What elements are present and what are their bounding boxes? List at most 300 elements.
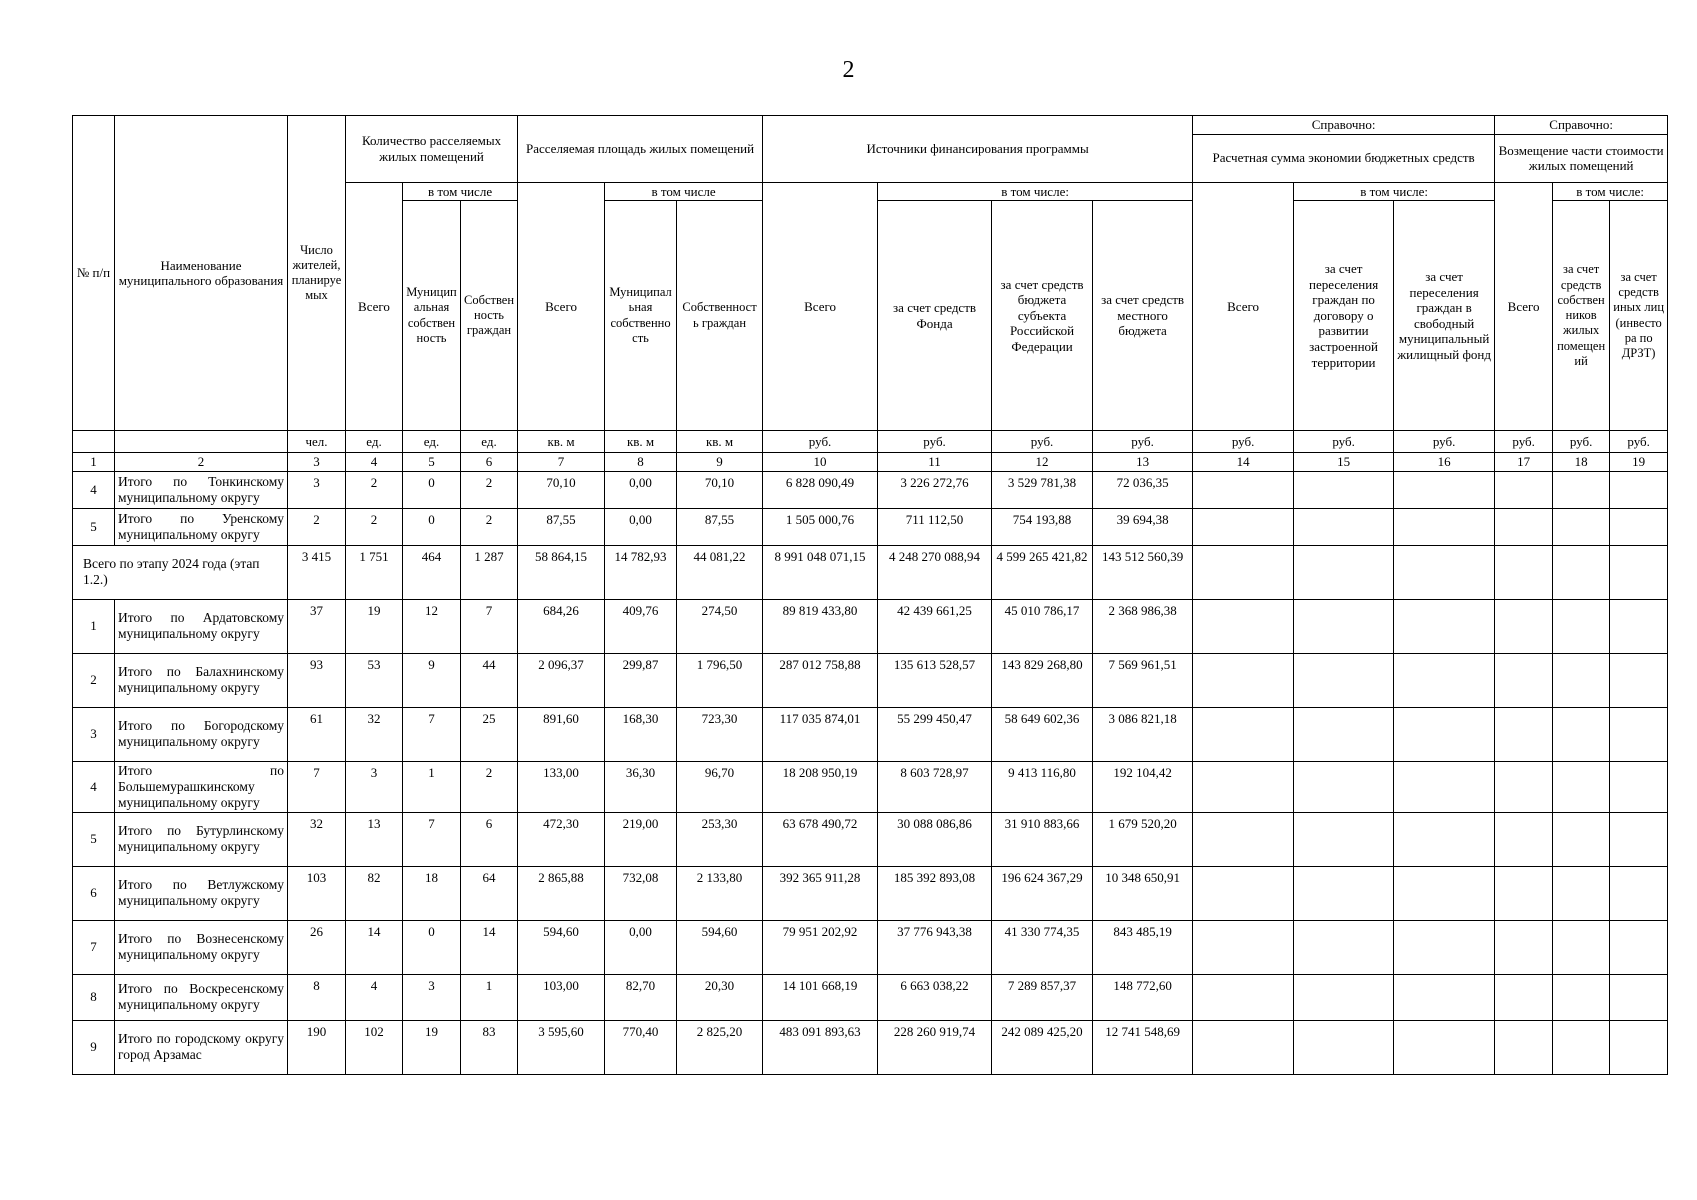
cell-rooms-own: 1 — [461, 974, 518, 1020]
cell-people: 3 415 — [288, 545, 346, 599]
header-fin-including: в том числе: — [878, 182, 1193, 201]
cell-fin-subject: 45 010 786,17 — [992, 599, 1093, 653]
cell-people: 26 — [288, 920, 346, 974]
municipality-name: Итого по Воскресенскому муниципальному округу — [115, 974, 288, 1020]
unit-cell: руб. — [1495, 431, 1553, 453]
unit-cell: руб. — [1093, 431, 1193, 453]
empty-reference-cell — [1553, 1020, 1610, 1074]
header-rooms-including: в том числе — [403, 182, 518, 201]
header-rooms-private: Собственность граждан — [461, 201, 518, 431]
row-number: 1 — [73, 599, 115, 653]
empty-reference-cell — [1193, 866, 1294, 920]
empty-reference-cell — [1193, 1020, 1294, 1074]
units-row — [73, 431, 1668, 453]
cell-rooms-total: 53 — [346, 653, 403, 707]
empty-reference-cell — [1553, 707, 1610, 761]
header-econ-total: Всего — [1193, 182, 1294, 431]
cell-rooms-mun: 19 — [403, 1020, 461, 1074]
empty-reference-cell — [1495, 599, 1553, 653]
column-numbers-row — [73, 453, 1668, 472]
cell-rooms-total: 4 — [346, 974, 403, 1020]
cell-area-total: 87,55 — [518, 508, 605, 545]
cell-area-own: 1 796,50 — [677, 653, 763, 707]
empty-reference-cell — [1495, 508, 1553, 545]
header-fund: за счет средств Фонда — [878, 201, 992, 431]
cell-rooms-mun: 9 — [403, 653, 461, 707]
empty-reference-cell — [1495, 545, 1553, 599]
cell-fin-fund: 3 226 272,76 — [878, 471, 992, 508]
cell-rooms-mun: 1 — [403, 761, 461, 812]
municipality-name: Итого по Балахнинскому муниципальному округу — [115, 653, 288, 707]
column-number: 11 — [878, 453, 992, 472]
municipality-name: Итого по Большемурашкинскому муниципальному округу — [115, 761, 288, 812]
header-comp-including: в том числе: — [1553, 182, 1668, 201]
header-subject-budget: за счет средств бюджета субъекта Российской Федерации — [992, 201, 1093, 431]
empty-reference-cell — [1193, 653, 1294, 707]
cell-rooms-total: 3 — [346, 761, 403, 812]
cell-area-own: 274,50 — [677, 599, 763, 653]
page-number: 2 — [842, 57, 855, 83]
empty-reference-cell — [1610, 974, 1668, 1020]
empty-reference-cell — [1495, 974, 1553, 1020]
table-row — [73, 599, 1668, 653]
cell-area-mun: 0,00 — [605, 920, 677, 974]
column-number: 9 — [677, 453, 763, 472]
empty-reference-cell — [1495, 1020, 1553, 1074]
municipality-name: Итого по Ардатовскому муниципальному округу — [115, 599, 288, 653]
empty-reference-cell — [1394, 761, 1495, 812]
empty-reference-cell — [1193, 974, 1294, 1020]
header-budget-savings: Расчетная сумма экономии бюджетных средств — [1193, 134, 1495, 182]
cell-rooms-total: 13 — [346, 812, 403, 866]
cell-rooms-total: 2 — [346, 471, 403, 508]
cell-area-mun: 0,00 — [605, 471, 677, 508]
unit-cell: кв. м — [677, 431, 763, 453]
cell-area-mun: 168,30 — [605, 707, 677, 761]
table-row — [73, 920, 1668, 974]
empty-reference-cell — [1495, 761, 1553, 812]
empty-reference-cell — [1193, 761, 1294, 812]
cell-fin-subject: 31 910 883,66 — [992, 812, 1093, 866]
column-number: 12 — [992, 453, 1093, 472]
unit-cell: руб. — [878, 431, 992, 453]
cell-rooms-mun: 3 — [403, 974, 461, 1020]
empty-reference-cell — [1394, 812, 1495, 866]
empty-reference-cell — [1553, 545, 1610, 599]
cell-fin-total: 1 505 000,76 — [763, 508, 878, 545]
empty-reference-cell — [1294, 471, 1394, 508]
row-number: 9 — [73, 1020, 115, 1074]
header-comp-owners: за счет средств собственников жилых помещений — [1553, 201, 1610, 431]
cell-people: 7 — [288, 761, 346, 812]
empty-reference-cell — [1610, 920, 1668, 974]
cell-area-total: 684,26 — [518, 599, 605, 653]
unit-cell: кв. м — [605, 431, 677, 453]
cell-area-total: 58 864,15 — [518, 545, 605, 599]
header-rooms-municipal: Муниципальная собственность — [403, 201, 461, 431]
unit-cell: ед. — [461, 431, 518, 453]
unit-cell: ед. — [346, 431, 403, 453]
table-row — [73, 508, 1668, 545]
row-number: 5 — [73, 812, 115, 866]
cell-fin-fund: 4 248 270 088,94 — [878, 545, 992, 599]
cell-fin-local: 1 679 520,20 — [1093, 812, 1193, 866]
table-row — [73, 866, 1668, 920]
header-municipality: Наименование муниципального образования — [115, 116, 288, 431]
cell-rooms-mun: 12 — [403, 599, 461, 653]
column-number: 19 — [1610, 453, 1668, 472]
cell-area-own: 44 081,22 — [677, 545, 763, 599]
cell-people: 190 — [288, 1020, 346, 1074]
column-number: 10 — [763, 453, 878, 472]
empty-reference-cell — [1394, 471, 1495, 508]
empty-reference-cell — [1294, 812, 1394, 866]
cell-area-own: 253,30 — [677, 812, 763, 866]
cell-rooms-own: 1 287 — [461, 545, 518, 599]
empty-reference-cell — [1495, 812, 1553, 866]
cell-area-own: 2 133,80 — [677, 866, 763, 920]
row-number: 4 — [73, 761, 115, 812]
cell-rooms-total: 14 — [346, 920, 403, 974]
empty-reference-cell — [1553, 866, 1610, 920]
empty-reference-cell — [1610, 1020, 1668, 1074]
empty-reference-cell — [1610, 866, 1668, 920]
empty-reference-cell — [1394, 1020, 1495, 1074]
column-number: 14 — [1193, 453, 1294, 472]
unit-cell: руб. — [1553, 431, 1610, 453]
cell-fin-subject: 242 089 425,20 — [992, 1020, 1093, 1074]
cell-fin-fund: 6 663 038,22 — [878, 974, 992, 1020]
cell-fin-local: 148 772,60 — [1093, 974, 1193, 1020]
empty-reference-cell — [1610, 707, 1668, 761]
cell-area-mun: 299,87 — [605, 653, 677, 707]
empty-reference-cell — [1294, 545, 1394, 599]
empty-reference-cell — [1495, 707, 1553, 761]
cell-fin-fund: 8 603 728,97 — [878, 761, 992, 812]
empty-reference-cell — [1610, 761, 1668, 812]
stage-total-row — [73, 545, 1668, 599]
row-number: 6 — [73, 866, 115, 920]
table-row — [73, 471, 1668, 508]
cell-fin-local: 12 741 548,69 — [1093, 1020, 1193, 1074]
cell-fin-subject: 196 624 367,29 — [992, 866, 1093, 920]
cell-rooms-total: 82 — [346, 866, 403, 920]
cell-area-mun: 770,40 — [605, 1020, 677, 1074]
header-area-including: в том числе — [605, 182, 763, 201]
cell-fin-fund: 30 088 086,86 — [878, 812, 992, 866]
column-number: 1 — [73, 453, 115, 472]
cell-area-own: 20,30 — [677, 974, 763, 1020]
cell-fin-subject: 58 649 602,36 — [992, 707, 1093, 761]
header-comp-total: Всего — [1495, 182, 1553, 431]
cell-fin-subject: 41 330 774,35 — [992, 920, 1093, 974]
cell-people: 93 — [288, 653, 346, 707]
cell-fin-total: 89 819 433,80 — [763, 599, 878, 653]
column-number: 16 — [1394, 453, 1495, 472]
column-number: 15 — [1294, 453, 1394, 472]
cell-area-total: 891,60 — [518, 707, 605, 761]
cell-fin-fund: 135 613 528,57 — [878, 653, 992, 707]
column-number: 5 — [403, 453, 461, 472]
cell-fin-total: 117 035 874,01 — [763, 707, 878, 761]
column-number: 4 — [346, 453, 403, 472]
empty-reference-cell — [1193, 471, 1294, 508]
cell-fin-total: 287 012 758,88 — [763, 653, 878, 707]
unit-cell: руб. — [1394, 431, 1495, 453]
cell-fin-subject: 3 529 781,38 — [992, 471, 1093, 508]
cell-area-mun: 36,30 — [605, 761, 677, 812]
cell-people: 8 — [288, 974, 346, 1020]
empty-reference-cell — [1394, 653, 1495, 707]
empty-reference-cell — [1553, 508, 1610, 545]
cell-rooms-total: 2 — [346, 508, 403, 545]
table-row — [73, 761, 1668, 812]
cell-area-own: 87,55 — [677, 508, 763, 545]
cell-area-own: 594,60 — [677, 920, 763, 974]
cell-fin-local: 2 368 986,38 — [1093, 599, 1193, 653]
cell-area-mun: 0,00 — [605, 508, 677, 545]
cell-area-total: 2 865,88 — [518, 866, 605, 920]
empty-reference-cell — [1294, 920, 1394, 974]
empty-reference-cell — [1394, 707, 1495, 761]
empty-reference-cell — [1610, 471, 1668, 508]
table-row — [73, 707, 1668, 761]
header-area: Расселяемая площадь жилых помещений — [518, 116, 763, 183]
empty-reference-cell — [1610, 812, 1668, 866]
empty-reference-cell — [1610, 545, 1668, 599]
row-number: 4 — [73, 471, 115, 508]
header-econ-free-fund: за счет переселения граждан в свободный муниципальный жилищный фонд — [1394, 201, 1495, 431]
empty-reference-cell — [1553, 599, 1610, 653]
cell-fin-total: 18 208 950,19 — [763, 761, 878, 812]
empty-reference-cell — [1553, 974, 1610, 1020]
cell-rooms-mun: 0 — [403, 471, 461, 508]
table-header — [73, 116, 1668, 472]
header-rooms-count: Количество расселяемых жилых помещений — [346, 116, 518, 183]
municipality-name: Итого по городскому округу город Арзамас — [115, 1020, 288, 1074]
cell-people: 103 — [288, 866, 346, 920]
column-number: 13 — [1093, 453, 1193, 472]
cell-fin-total: 6 828 090,49 — [763, 471, 878, 508]
table-row — [73, 1020, 1668, 1074]
cell-rooms-mun: 7 — [403, 812, 461, 866]
cell-fin-subject: 4 599 265 421,82 — [992, 545, 1093, 599]
unit-cell: руб. — [1610, 431, 1668, 453]
empty-reference-cell — [1294, 508, 1394, 545]
empty-reference-cell — [1394, 866, 1495, 920]
cell-fin-total: 392 365 911,28 — [763, 866, 878, 920]
cell-rooms-mun: 0 — [403, 920, 461, 974]
cell-area-total: 472,30 — [518, 812, 605, 866]
column-number: 7 — [518, 453, 605, 472]
empty-reference-cell — [1394, 599, 1495, 653]
empty-reference-cell — [1294, 653, 1394, 707]
header-reference-1: Справочно: — [1193, 116, 1495, 135]
column-number: 18 — [1553, 453, 1610, 472]
empty-reference-cell — [1294, 866, 1394, 920]
empty-reference-cell — [1495, 471, 1553, 508]
empty-reference-cell — [1294, 761, 1394, 812]
cell-rooms-own: 2 — [461, 471, 518, 508]
empty-reference-cell — [1553, 653, 1610, 707]
table-row — [73, 653, 1668, 707]
empty-reference-cell — [1553, 812, 1610, 866]
empty-reference-cell — [1193, 599, 1294, 653]
empty-reference-cell — [1294, 974, 1394, 1020]
table-row — [73, 974, 1668, 1020]
cell-fin-local: 10 348 650,91 — [1093, 866, 1193, 920]
cell-area-mun: 82,70 — [605, 974, 677, 1020]
cell-fin-total: 79 951 202,92 — [763, 920, 878, 974]
cell-rooms-mun: 0 — [403, 508, 461, 545]
empty-reference-cell — [1394, 508, 1495, 545]
table-row — [73, 812, 1668, 866]
empty-reference-cell — [1553, 471, 1610, 508]
cell-rooms-own: 7 — [461, 599, 518, 653]
unit-cell: руб. — [763, 431, 878, 453]
cell-area-mun: 409,76 — [605, 599, 677, 653]
cell-fin-local: 7 569 961,51 — [1093, 653, 1193, 707]
cell-rooms-mun: 18 — [403, 866, 461, 920]
cell-fin-local: 143 512 560,39 — [1093, 545, 1193, 599]
cell-fin-local: 3 086 821,18 — [1093, 707, 1193, 761]
cell-fin-fund: 711 112,50 — [878, 508, 992, 545]
empty-reference-cell — [1294, 599, 1394, 653]
header-cost-compensation: Возмещение части стоимости жилых помещений — [1495, 134, 1668, 182]
cell-fin-local: 39 694,38 — [1093, 508, 1193, 545]
cell-fin-total: 8 991 048 071,15 — [763, 545, 878, 599]
cell-area-total: 2 096,37 — [518, 653, 605, 707]
cell-rooms-own: 44 — [461, 653, 518, 707]
cell-fin-subject: 7 289 857,37 — [992, 974, 1093, 1020]
cell-area-own: 96,70 — [677, 761, 763, 812]
cell-area-total: 3 595,60 — [518, 1020, 605, 1074]
empty-reference-cell — [1193, 545, 1294, 599]
row-number: 8 — [73, 974, 115, 1020]
column-number: 3 — [288, 453, 346, 472]
cell-rooms-mun: 7 — [403, 707, 461, 761]
unit-cell: руб. — [992, 431, 1093, 453]
cell-rooms-total: 1 751 — [346, 545, 403, 599]
cell-area-own: 2 825,20 — [677, 1020, 763, 1074]
cell-area-total: 70,10 — [518, 471, 605, 508]
cell-people: 32 — [288, 812, 346, 866]
stage-total-label: Всего по этапу 2024 года (этап 1.2.) — [73, 545, 288, 599]
empty-reference-cell — [1193, 812, 1294, 866]
cell-fin-fund: 228 260 919,74 — [878, 1020, 992, 1074]
cell-rooms-total: 19 — [346, 599, 403, 653]
empty-reference-cell — [1294, 1020, 1394, 1074]
unit-cell: чел. — [288, 431, 346, 453]
empty-reference-cell — [1394, 920, 1495, 974]
municipality-name: Итого по Уренскому муниципальному округу — [115, 508, 288, 545]
municipality-name: Итого по Богородскому муниципальному округу — [115, 707, 288, 761]
cell-area-total: 103,00 — [518, 974, 605, 1020]
row-number: 3 — [73, 707, 115, 761]
unit-cell: кв. м — [518, 431, 605, 453]
header-comp-other: за счет средств иных лиц (инвестора по ДРЗТ) — [1610, 201, 1668, 431]
empty-reference-cell — [1193, 707, 1294, 761]
cell-rooms-own: 64 — [461, 866, 518, 920]
column-number: 6 — [461, 453, 518, 472]
municipality-name: Итого по Тонкинскому муниципальному округу — [115, 471, 288, 508]
cell-people: 3 — [288, 471, 346, 508]
cell-fin-total: 63 678 490,72 — [763, 812, 878, 866]
cell-fin-subject: 754 193,88 — [992, 508, 1093, 545]
row-number: 5 — [73, 508, 115, 545]
header-econ-including: в том числе: — [1294, 182, 1495, 201]
empty-reference-cell — [1610, 599, 1668, 653]
cell-fin-total: 14 101 668,19 — [763, 974, 878, 1020]
empty-reference-cell — [1553, 761, 1610, 812]
cell-area-total: 594,60 — [518, 920, 605, 974]
cell-people: 37 — [288, 599, 346, 653]
header-rooms-total: Всего — [346, 182, 403, 431]
cell-fin-fund: 55 299 450,47 — [878, 707, 992, 761]
cell-rooms-own: 2 — [461, 761, 518, 812]
cell-area-mun: 732,08 — [605, 866, 677, 920]
resettlement-financing-table — [72, 115, 1668, 1075]
row-number: 7 — [73, 920, 115, 974]
empty-reference-cell — [1610, 508, 1668, 545]
cell-fin-fund: 37 776 943,38 — [878, 920, 992, 974]
unit-cell: ед. — [403, 431, 461, 453]
cell-fin-local: 843 485,19 — [1093, 920, 1193, 974]
table-body — [73, 471, 1668, 1074]
column-number: 8 — [605, 453, 677, 472]
municipality-name: Итого по Бутурлинскому муниципальному округу — [115, 812, 288, 866]
cell-rooms-mun: 464 — [403, 545, 461, 599]
cell-fin-local: 192 104,42 — [1093, 761, 1193, 812]
municipality-name: Итого по Вознесенскому муниципальному округу — [115, 920, 288, 974]
cell-fin-subject: 143 829 268,80 — [992, 653, 1093, 707]
cell-fin-subject: 9 413 116,80 — [992, 761, 1093, 812]
header-local-budget: за счет средств местного бюджета — [1093, 201, 1193, 431]
cell-area-mun: 14 782,93 — [605, 545, 677, 599]
cell-rooms-own: 2 — [461, 508, 518, 545]
cell-area-own: 723,30 — [677, 707, 763, 761]
header-area-total: Всего — [518, 182, 605, 431]
empty-reference-cell — [1610, 653, 1668, 707]
header-no: № п/п — [73, 116, 115, 431]
header-reference-2: Справочно: — [1495, 116, 1668, 135]
cell-fin-total: 483 091 893,63 — [763, 1020, 878, 1074]
cell-area-total: 133,00 — [518, 761, 605, 812]
empty-reference-cell — [1495, 653, 1553, 707]
empty-reference-cell — [1294, 707, 1394, 761]
unit-cell: руб. — [1193, 431, 1294, 453]
column-number: 2 — [115, 453, 288, 472]
cell-area-mun: 219,00 — [605, 812, 677, 866]
cell-rooms-own: 25 — [461, 707, 518, 761]
cell-rooms-own: 83 — [461, 1020, 518, 1074]
cell-fin-local: 72 036,35 — [1093, 471, 1193, 508]
cell-rooms-total: 32 — [346, 707, 403, 761]
header-residents: Число жителей, планируемых — [288, 116, 346, 431]
empty-reference-cell — [1193, 920, 1294, 974]
cell-fin-fund: 42 439 661,25 — [878, 599, 992, 653]
empty-reference-cell — [1193, 508, 1294, 545]
empty-reference-cell — [1553, 920, 1610, 974]
header-area-municipal: Муниципальная собственность — [605, 201, 677, 431]
empty-reference-cell — [1394, 545, 1495, 599]
unit-cell: руб. — [1294, 431, 1394, 453]
header-financing-sources: Источники финансирования программы — [763, 116, 1193, 183]
municipality-name: Итого по Ветлужскому муниципальному округу — [115, 866, 288, 920]
cell-fin-fund: 185 392 893,08 — [878, 866, 992, 920]
cell-rooms-total: 102 — [346, 1020, 403, 1074]
cell-rooms-own: 6 — [461, 812, 518, 866]
